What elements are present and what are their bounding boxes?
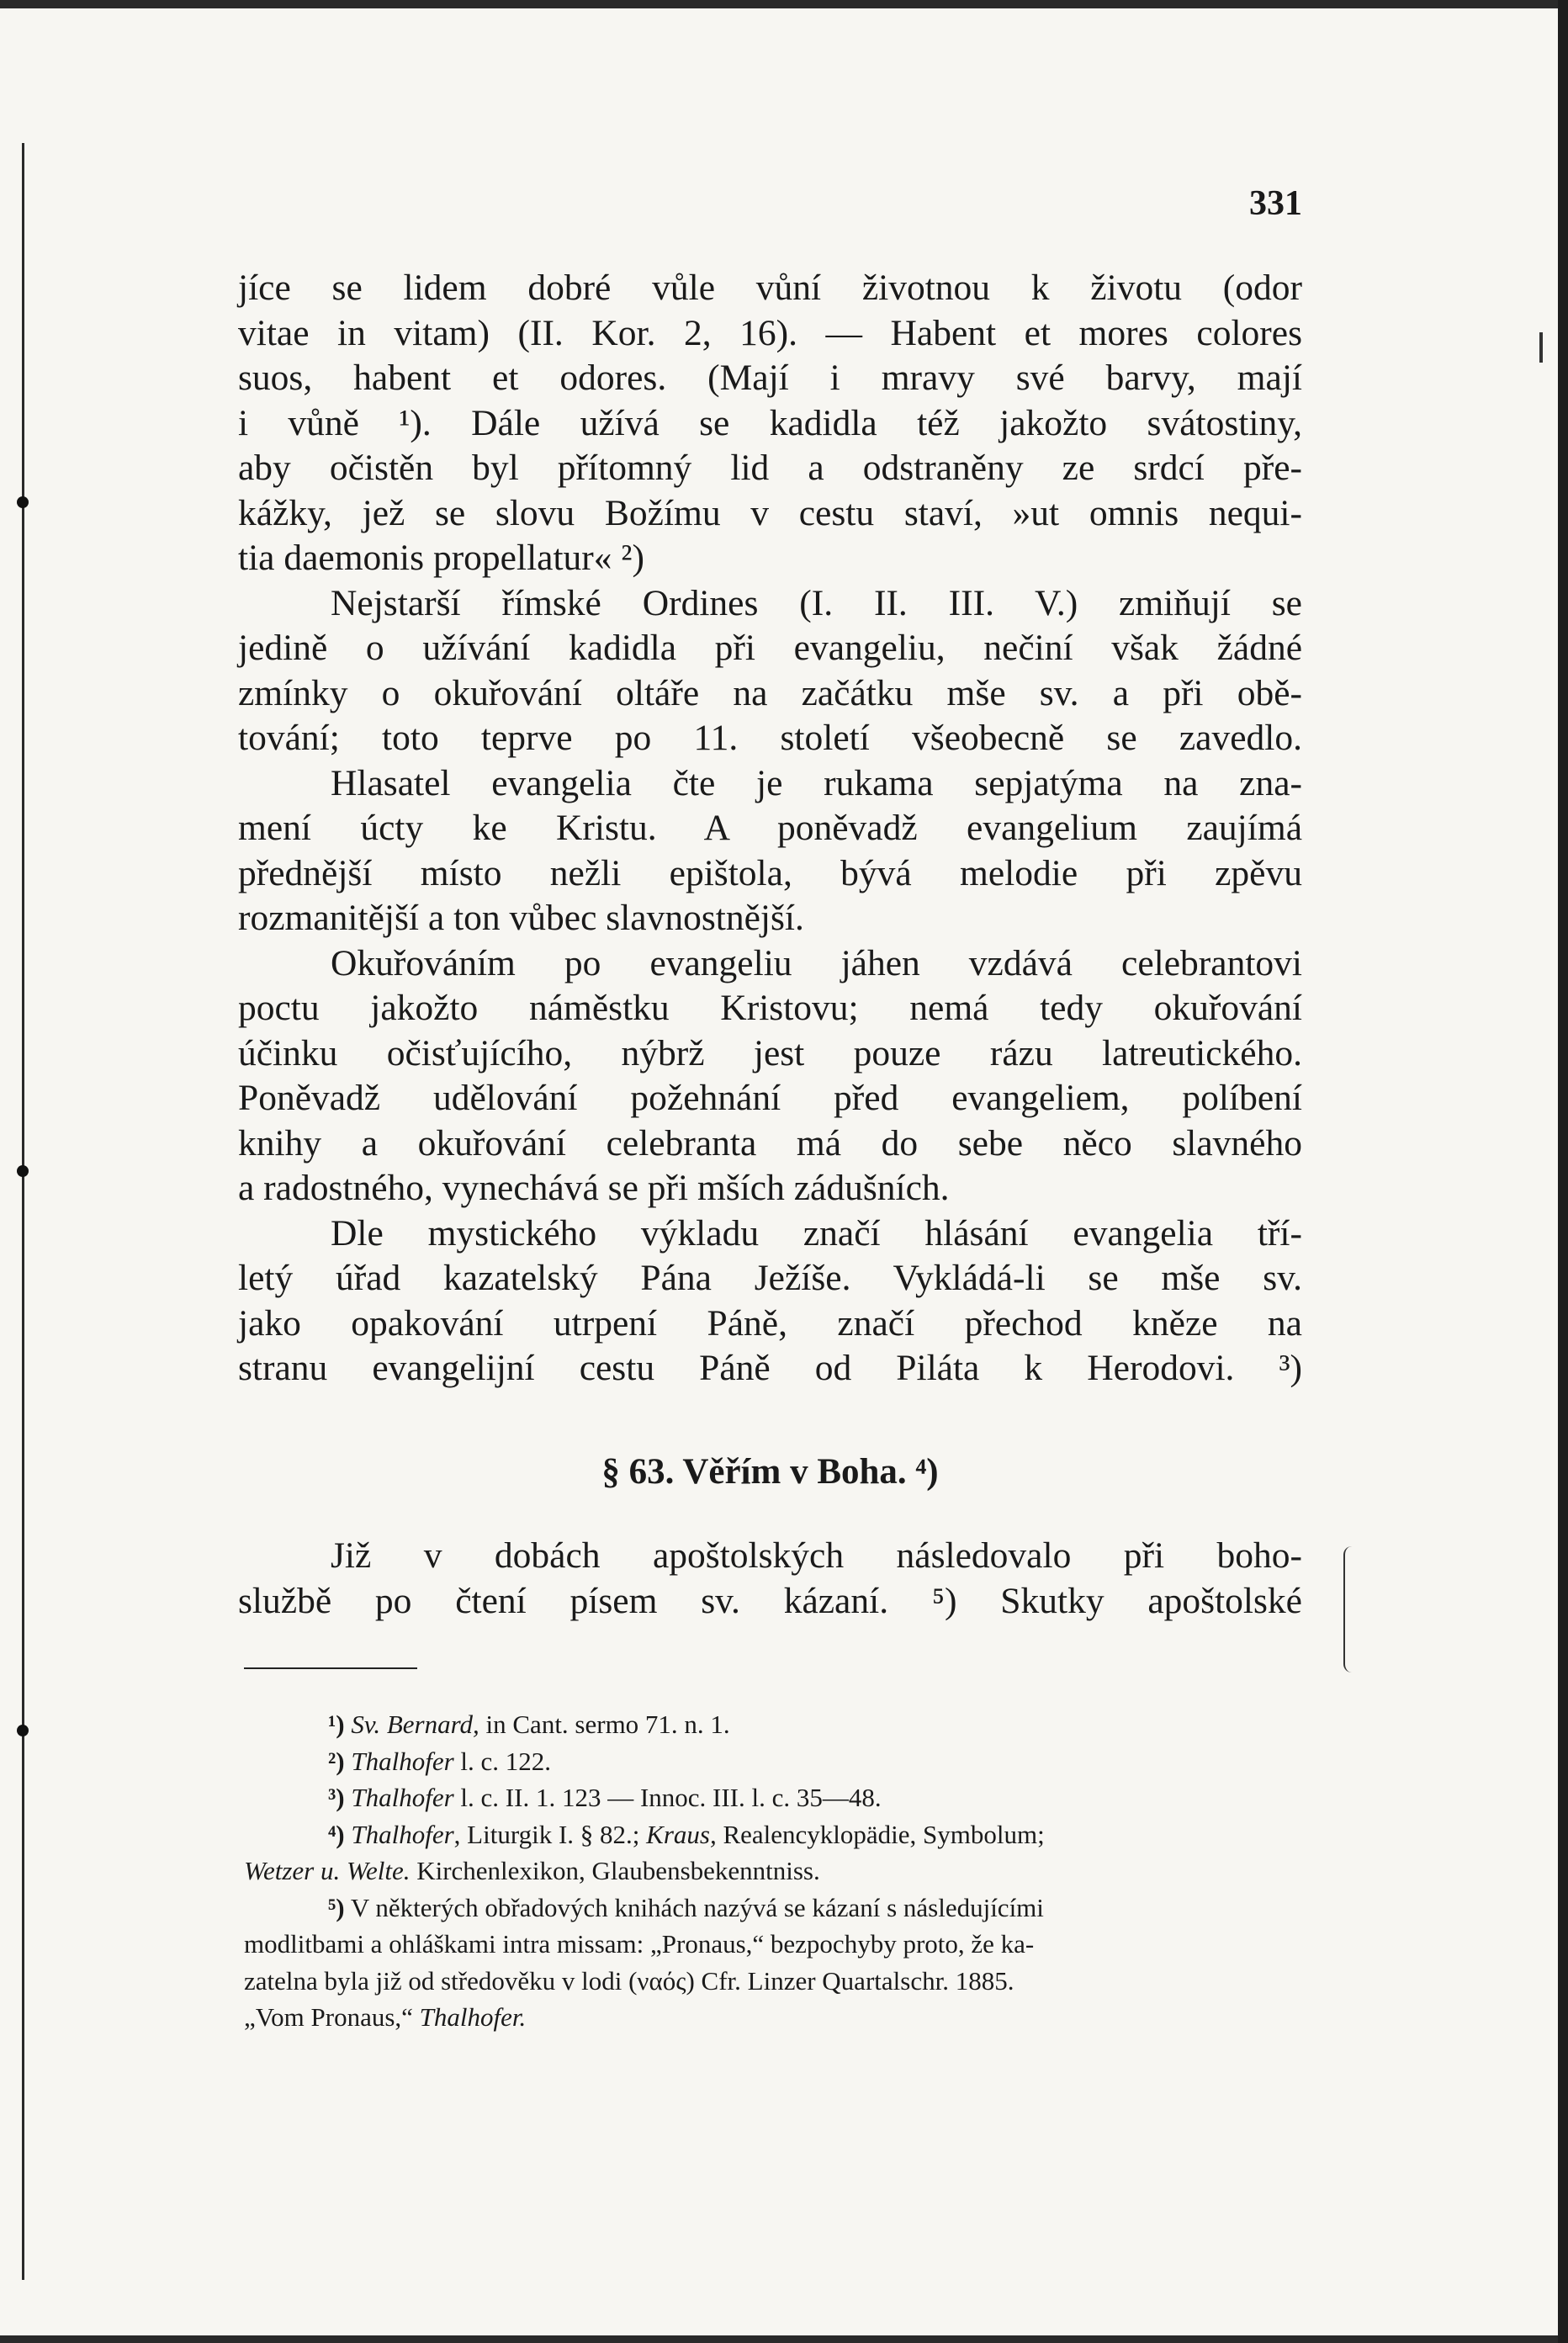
text-line: jíce se lidem dobré vůle vůní životnou k životu (odor [238, 268, 1302, 308]
text-line: tování; toto teprve po 11. století všeobecně se zavedlo. [238, 718, 1302, 758]
text-line: tia daemonis propellatur« ²) [238, 538, 644, 578]
footnote-author: Wetzer u. Welte. [244, 1856, 411, 1885]
text-line: mení úcty ke Kristu. A poněvadž evangelium zaujímá [238, 808, 1302, 848]
text-line: službě po čtení písem sv. kázaní. ⁵) Skutky apoštolské [238, 1580, 1302, 1621]
footnote-author: Kraus, [646, 1819, 717, 1849]
text-line: jako opakování utrpení Páně, značí přechod kněze na [238, 1302, 1302, 1344]
footnote-text: modlitbami a ohláškami intra missam: „Pronaus,“ bezpochyby proto, že ka- [244, 1929, 1035, 1959]
footnote-author: Thalhofer. [419, 2002, 527, 2032]
footnote [244, 1743, 1302, 1780]
footnote-mark: ²) [328, 1746, 345, 1776]
footnotes [244, 1706, 1302, 2036]
margin-bracket [1343, 1546, 1352, 1672]
text-line: vitae in vitam) (II. Kor. 2, 16). — Habent et mores colores [238, 312, 1302, 353]
text-line: i vůně ¹). Dále užívá se kadidla též jakožto svátostiny, [238, 402, 1302, 443]
body-text [238, 266, 1302, 1391]
text-line: zmínky o okuřování oltáře na začátku mše sv. a při obě- [238, 672, 1302, 713]
text-line: knihy a okuřování celebranta má do sebe něco slavného [238, 1122, 1302, 1164]
footnote-text: Kirchenlexikon, Glaubensbekenntniss. [410, 1856, 820, 1885]
scan-edge-bottom [0, 2335, 1568, 2343]
footnote-author: Thalhofer [351, 1746, 454, 1776]
margin-dot [17, 1165, 29, 1177]
text-line: Dle mystického výkladu značí hlásání evangelia tří- [331, 1212, 1302, 1254]
footnote-text: „Vom Pronaus,“ [244, 2002, 420, 2032]
text-line: přednější místo nežli epištola, bývá melodie při zpěvu [238, 852, 1302, 893]
footnote-rule [244, 1667, 417, 1669]
footnote-mark: ⁴) [328, 1819, 345, 1849]
footnote-text: Realencyklopädie, Symbolum; [716, 1819, 1045, 1849]
text-line: rozmanitější a ton vůbec slavnostnější. [238, 898, 804, 938]
text-line: suos, habent et odores. (Mají i mravy své barvy, mají [238, 358, 1302, 398]
footnote-text: V některých obřadových knihách nazývá se kázaní s následujícími [344, 1892, 1044, 1922]
footnote-mark: ³) [328, 1783, 345, 1812]
footnote-author: Thalhofer [351, 1819, 454, 1849]
text-line: aby očistěn byl přítomný lid a odstraněny ze srdcí pře- [238, 448, 1302, 488]
margin-dot [17, 1725, 29, 1736]
footnote [244, 1963, 1302, 2000]
footnote [244, 1853, 1302, 1890]
footnote-text: in Cant. sermo 71. n. 1. [479, 1710, 730, 1739]
footnote [244, 1999, 1302, 2036]
text-line: poctu jakožto náměstku Kristovu; nemá tedy okuřování [238, 988, 1302, 1028]
section-body [238, 1534, 1302, 1624]
scan-edge-right [1558, 0, 1568, 2343]
text-line: Okuřováním po evangeliu jáhen vzdává celebrantovi [331, 942, 1302, 983]
footnote [244, 1706, 1302, 1743]
footnote-author: Sv. Bernard, [351, 1710, 479, 1739]
text-line: stranu evangelijní cestu Páně od Piláta k Herodovi. ³) [238, 1348, 1302, 1388]
footnote-author: Thalhofer [351, 1783, 454, 1812]
text-line: Nejstarší římské Ordines (I. II. III. V.) zmiňují se [331, 582, 1302, 623]
footnote-text: l. c. 122. [453, 1746, 552, 1776]
footnote-mark: ¹) [328, 1710, 345, 1739]
margin-dot [17, 496, 29, 508]
text-line: kážky, jež se slovu Božímu v cestu staví, »ut omnis nequi- [238, 492, 1302, 533]
footnote-text: l. c. II. 1. 123 — Innoc. III. l. c. 35—48. [453, 1783, 882, 1812]
text-line: jedině o užívání kadidla při evangeliu, nečiní však žádné [238, 628, 1302, 668]
footnote [244, 1926, 1302, 1963]
footnote-text: , Liturgik I. § 82.; [453, 1819, 647, 1849]
margin-mark [1539, 332, 1543, 363]
text-line: účinku očisťujícího, nýbrž jest pouze rázu latreutického. [238, 1032, 1302, 1073]
text-line: a radostného, vynechává se při mších zádušních. [238, 1168, 950, 1208]
text-line: Již v dobách apoštolských následovalo při boho- [331, 1535, 1302, 1576]
footnote-mark: ⁵) [328, 1892, 345, 1922]
footnote [244, 1890, 1302, 1927]
footnote [244, 1779, 1302, 1816]
page-number: 331 [1249, 184, 1302, 223]
footnote [244, 1816, 1302, 1853]
footnote-text: zatelna byla již od středověku v lodi (ναός) Cfr. Linzer Quartalschr. 1885. [244, 1965, 1014, 1996]
text-line: Hlasatel evangelia čte je rukama sepjatýma na zna- [331, 762, 1302, 803]
text-line: Poněvadž udělování požehnání před evangeliem, políbení [238, 1078, 1302, 1118]
scan-edge-top [0, 0, 1568, 8]
text-line: letý úřad kazatelský Pána Ježíše. Vykládá-li se mše sv. [238, 1258, 1302, 1298]
section-heading: § 63. Věřím v Boha. ⁴) [601, 1452, 939, 1492]
binding-edge [22, 143, 24, 2280]
